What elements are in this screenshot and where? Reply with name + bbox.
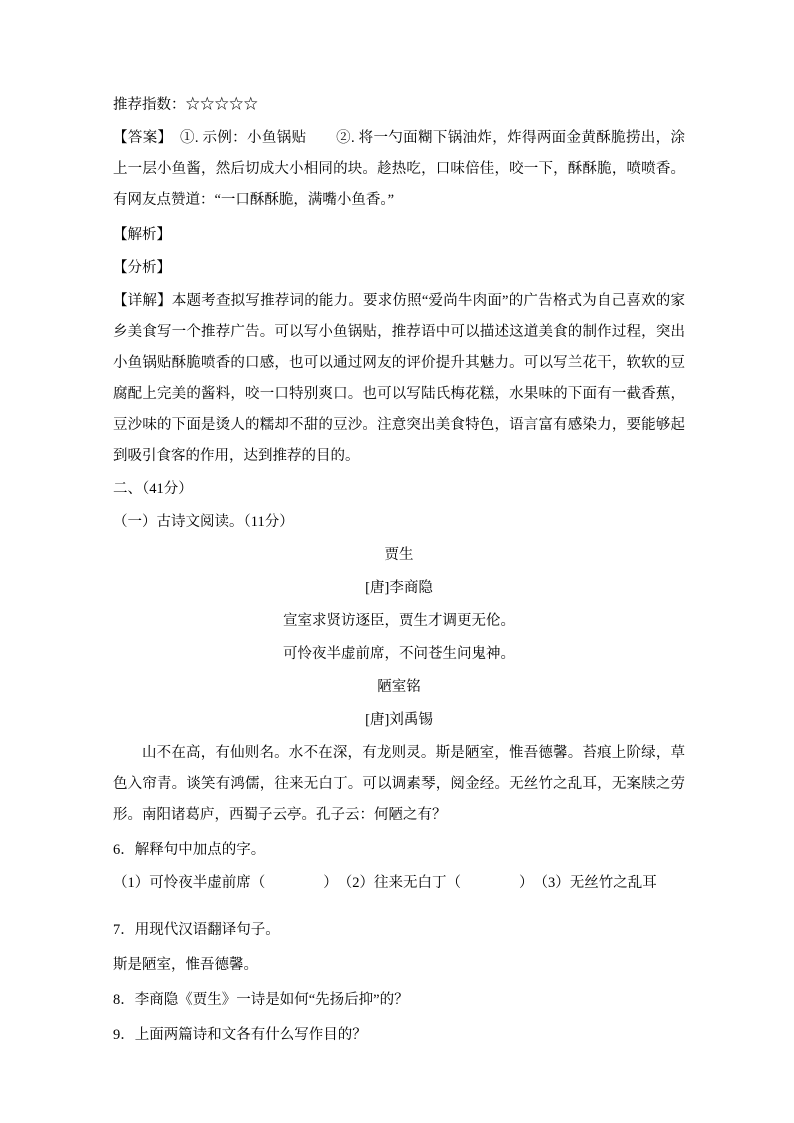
poem1-verse-1: 宣室求贤访逐臣，贾生才调更无伦。 [283, 613, 515, 629]
poem1-title: 贾生 [384, 547, 414, 563]
question-6-blanks: （1）可怜夜半虚前席（ ） （2）往来无白丁（ ） （3）无丝竹之乱耳 [113, 875, 657, 891]
analysis-label: 【分析】 [113, 260, 171, 276]
rating-line: 推荐指数：☆☆☆☆☆ [113, 97, 258, 113]
poem2-title: 陋室铭 [377, 679, 421, 695]
question-7-sentence: 斯是陋室，惟吾德馨。 [113, 957, 258, 973]
poem1-author: [唐]李商隐 [365, 580, 433, 596]
question-6: 6．解释句中加点的字。 [113, 842, 266, 858]
question-7: 7．用现代汉语翻译句子。 [113, 922, 280, 938]
poem2-author: [唐]刘禹锡 [365, 712, 433, 728]
explanation-label: 【解析】 [113, 227, 171, 243]
detailed-explanation-paragraph: 【详解】本题考查拟写推荐词的能力。要求仿照“爱尚牛肉面”的广告格式为自己喜欢的家乡美食写一个推荐广告。可以写小鱼锅贴，推荐语中可以描述这道美食的制作过程，突出小鱼锅贴酥脆喷香的口感，也可以通过网友的评价提升其魅力。可以写兰花干，软软的豆腐配上完美的酱料，咬一口特别爽口。也可以写陆氏梅花糕，水果味的下面有一截香蕉，豆沙味的下面是烫人的糯却不甜的豆沙。注意突出美食特色，语言富有感染力，要能够起到吸引食客的作用，达到推荐的目的。 [113, 293, 685, 464]
question-9: 9．上面两篇诗和文各有什么写作目的？ [113, 1027, 367, 1043]
question-8: 8．李商隐《贾生》一诗是如何“先扬后抑”的？ [113, 992, 409, 1008]
section-heading: 二、（41分） [113, 481, 193, 497]
poem1-verse-2: 可怜夜半虚前席，不问苍生问鬼神。 [283, 646, 515, 662]
subsection-heading: （一）古诗文阅读。（11分） [113, 514, 294, 530]
poem2-text-paragraph: 山不在高，有仙则名。水不在深，有龙则灵。斯是陋室，惟吾德馨。苔痕上阶绿，草色入帘青。谈笑有鸿儒，往来无白丁。可以调素琴，阅金经。无丝竹之乱耳，无案牍之劳形。南阳诸葛庐，西蜀子云亭。孔子云：何陋之有？ [113, 745, 685, 823]
exam-document-page [113, 0, 685, 1051]
answer-paragraph: 【答案】 ①. 示例：小鱼锅贴 ②. 将一勺面糊下锅油炸，炸得两面金黄酥脆捞出，涂上一层小鱼酱，然后切成大小相同的块。趁热吃，口味倍佳，咬一下，酥酥脆，喷喷香。有网友点赞道：“一口酥酥脆，满嘴小鱼香。” [113, 130, 685, 208]
